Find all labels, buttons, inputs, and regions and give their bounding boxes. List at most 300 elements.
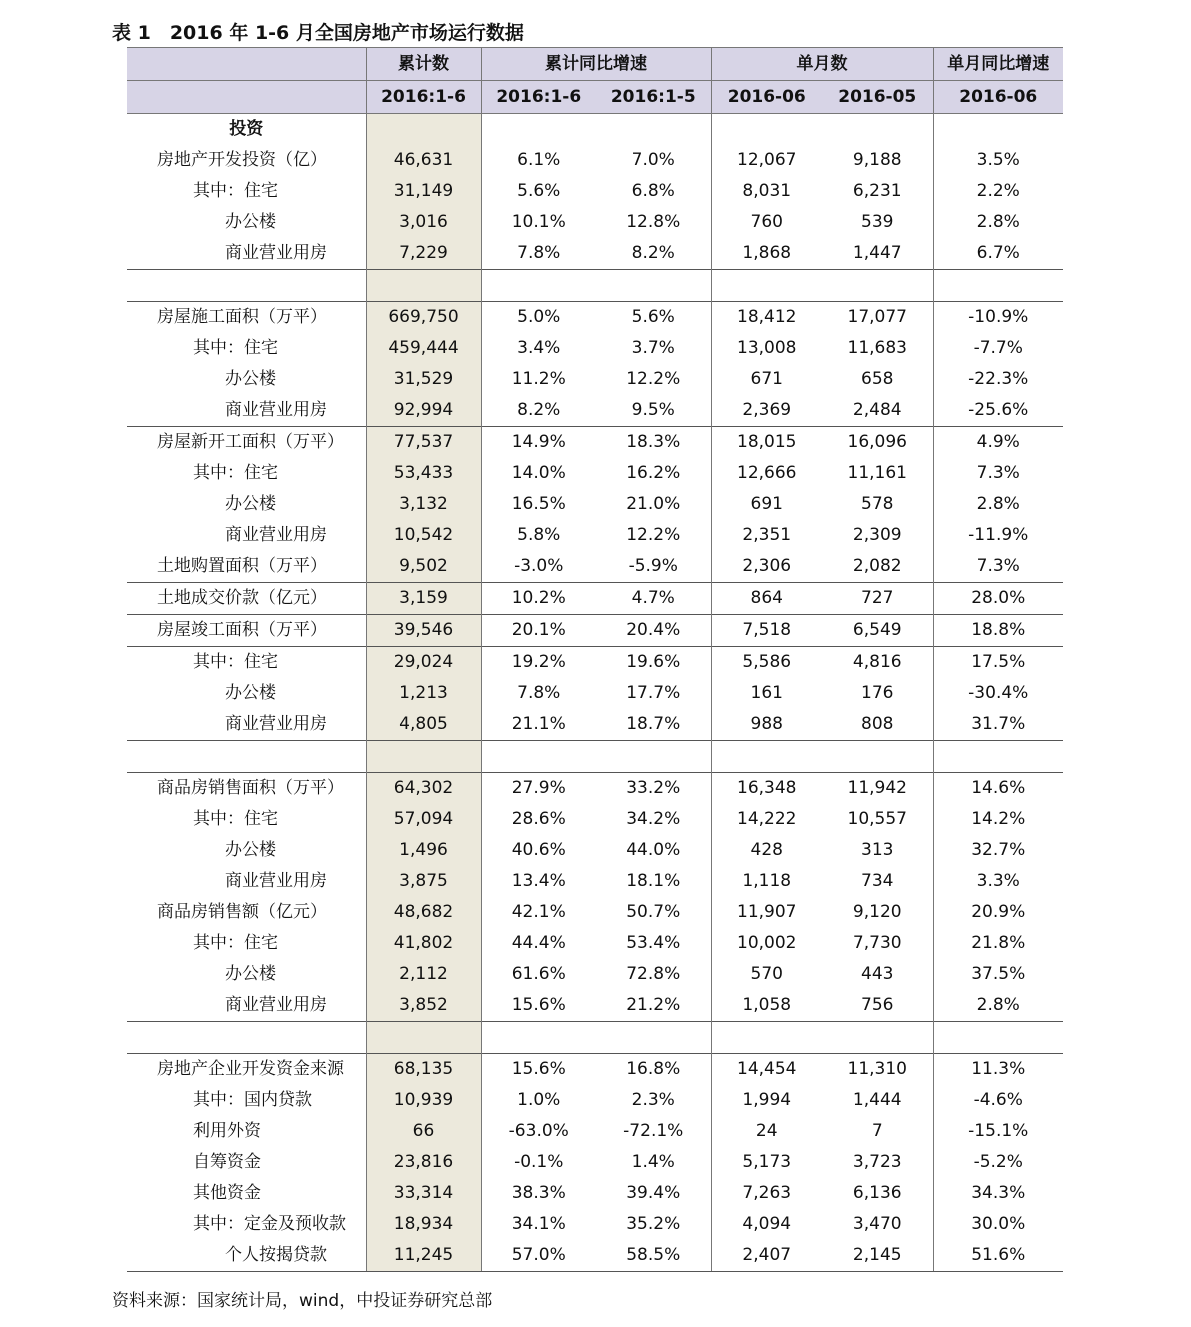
cell-value: 31,149	[366, 176, 481, 207]
cell-value: 4.9%	[933, 427, 1063, 459]
cell-value: 18,015	[711, 427, 822, 459]
cell-value: -7.7%	[973, 338, 1023, 358]
cell-value: 161	[750, 683, 783, 703]
cell-value: 19.2%	[481, 647, 596, 679]
cell-value	[933, 741, 1063, 773]
row-label: 房地产企业开发资金来源	[127, 1054, 366, 1086]
row-label: 其中：住宅	[193, 463, 278, 483]
cell-value: 8.2%	[596, 238, 711, 270]
cell-value: 14,222	[737, 809, 797, 829]
cell-value: 7.8%	[517, 243, 561, 263]
cell-value	[596, 270, 711, 302]
row-label: 其中：住宅	[193, 181, 278, 201]
cell-value: 864	[711, 583, 822, 615]
cell-value: 5.6%	[596, 302, 711, 334]
cell-value: 13,008	[737, 338, 797, 358]
table-row	[127, 1054, 1063, 1086]
table-row	[127, 1209, 1063, 1240]
cell-value: 313	[822, 835, 933, 866]
cell-value: 671	[750, 369, 783, 389]
table-row	[127, 551, 1063, 583]
cell-value: 33.2%	[596, 773, 711, 805]
cell-value: -0.1%	[514, 1152, 564, 1172]
cell-value: 3,470	[822, 1209, 933, 1240]
table-row	[127, 145, 1063, 176]
cell-value: 4,816	[822, 647, 933, 679]
table-row	[127, 427, 1063, 459]
table-row	[127, 990, 1063, 1022]
cell-value: 1,444	[822, 1085, 933, 1116]
header-group-cumulative-yoy: 累计同比增速	[481, 48, 711, 81]
cell-value: 2,112	[366, 959, 481, 990]
cell-value	[481, 1022, 596, 1054]
cell-value: 3,852	[366, 990, 481, 1022]
header-corner	[127, 81, 366, 114]
cell-value: 11,161	[822, 458, 933, 489]
cell-value: 32.7%	[971, 840, 1026, 860]
row-label	[127, 270, 366, 302]
cell-value: 9,120	[822, 897, 933, 928]
cell-value: 57.0%	[481, 1240, 596, 1272]
cell-value: 12.8%	[596, 207, 711, 238]
cell-value	[822, 1022, 933, 1054]
table-row	[127, 928, 1063, 959]
cell-value: 578	[822, 489, 933, 520]
cell-value: 443	[822, 959, 933, 990]
row-label: 房地产开发投资（亿）	[157, 150, 327, 170]
cell-value: 6.7%	[976, 243, 1020, 263]
table-row	[127, 207, 1063, 238]
cell-value: 33,314	[366, 1178, 481, 1209]
cell-value: 19.6%	[596, 647, 711, 679]
table-row	[127, 333, 1063, 364]
data-table	[127, 47, 1063, 1272]
cell-value: 10,542	[366, 520, 481, 551]
cell-value: 23,816	[366, 1147, 481, 1178]
cell-value: 176	[822, 678, 933, 709]
cell-value: 7.8%	[517, 683, 561, 703]
cell-value: 15.6%	[481, 1054, 596, 1086]
cell-value: 3.7%	[596, 333, 711, 364]
cell-value: 13.4%	[511, 871, 566, 891]
cell-value: 28.6%	[511, 809, 566, 829]
cell-value: 4,805	[366, 709, 481, 741]
cell-value	[711, 270, 822, 302]
cell-value: 51.6%	[933, 1240, 1063, 1272]
table-row	[127, 773, 1063, 805]
cell-value	[366, 741, 481, 773]
cell-value: 16,348	[711, 773, 822, 805]
cell-value: 4,094	[742, 1214, 792, 1234]
cell-value: 10,557	[822, 804, 933, 835]
row-label	[127, 1022, 366, 1054]
cell-value: 1,213	[366, 678, 481, 709]
cell-value: 15.6%	[511, 995, 566, 1015]
cell-value	[822, 114, 933, 146]
table-row	[127, 1178, 1063, 1209]
cell-value: 2,351	[742, 525, 792, 545]
cell-value: 29,024	[366, 647, 481, 679]
cell-value: 18.1%	[596, 866, 711, 897]
cell-value: 44.4%	[511, 933, 566, 953]
cell-value: 18.7%	[596, 709, 711, 741]
cell-value: 6,136	[822, 1178, 933, 1209]
cell-value: 7.3%	[976, 463, 1020, 483]
table-row	[127, 866, 1063, 897]
cell-value: 9,502	[366, 551, 481, 583]
header-period: 2016-05	[822, 81, 933, 114]
row-label: 商品房销售面积（万平）	[127, 773, 366, 805]
cell-value: 2,309	[822, 520, 933, 551]
cell-value: 1.0%	[517, 1090, 561, 1110]
cell-value: 39.4%	[596, 1178, 711, 1209]
cell-value	[933, 270, 1063, 302]
table-row	[127, 270, 1063, 302]
cell-value: 64,302	[366, 773, 481, 805]
cell-value: 17.5%	[933, 647, 1063, 679]
cell-value: 14.0%	[511, 463, 566, 483]
table-row	[127, 678, 1063, 709]
cell-value: 18,934	[366, 1209, 481, 1240]
cell-value: 18.8%	[933, 615, 1063, 647]
row-label: 土地成交价款（亿元）	[127, 583, 366, 615]
cell-value: 6,231	[822, 176, 933, 207]
cell-value: 2.2%	[976, 181, 1020, 201]
cell-value: 11,683	[822, 333, 933, 364]
cell-value: 16,096	[822, 427, 933, 459]
cell-value: 10,939	[366, 1085, 481, 1116]
header-period: 2016:1-5	[596, 81, 711, 114]
cell-value: 1,447	[822, 238, 933, 270]
table-row	[127, 647, 1063, 679]
cell-value: 30.0%	[971, 1214, 1026, 1234]
cell-value: 34.1%	[511, 1214, 566, 1234]
cell-value: 5.0%	[481, 302, 596, 334]
header-row-groups	[127, 48, 1063, 81]
table-row	[127, 458, 1063, 489]
cell-value: 5,173	[742, 1152, 792, 1172]
row-label: 房屋新开工面积（万平）	[127, 427, 366, 459]
cell-value: 756	[822, 990, 933, 1022]
table-row	[127, 1022, 1063, 1054]
table-row	[127, 1240, 1063, 1272]
cell-value: 1.4%	[596, 1147, 711, 1178]
cell-value: 14.2%	[971, 809, 1026, 829]
cell-value: 8.2%	[517, 400, 561, 420]
cell-value: 41,802	[366, 928, 481, 959]
cell-value: 12,666	[737, 463, 797, 483]
header-period: 2016-06	[711, 81, 822, 114]
cell-value: 669,750	[366, 302, 481, 334]
cell-value	[366, 114, 481, 146]
row-label: 其中：住宅	[193, 933, 278, 953]
cell-value: 72.8%	[596, 959, 711, 990]
cell-value: 2,082	[822, 551, 933, 583]
table-row	[127, 238, 1063, 270]
cell-value: 35.2%	[596, 1209, 711, 1240]
cell-value	[481, 270, 596, 302]
cell-value: 18.3%	[596, 427, 711, 459]
header-group-monthly-yoy: 单月同比增速	[933, 48, 1063, 81]
cell-value: 808	[822, 709, 933, 741]
row-label: 利用外资	[193, 1121, 261, 1141]
cell-value: 50.7%	[596, 897, 711, 928]
cell-value: 570	[750, 964, 783, 984]
cell-value: 2.3%	[596, 1085, 711, 1116]
cell-value: 44.0%	[596, 835, 711, 866]
cell-value: 77,537	[366, 427, 481, 459]
cell-value: 53.4%	[596, 928, 711, 959]
cell-value: -63.0%	[508, 1121, 569, 1141]
header-period: 2016-06	[933, 81, 1063, 114]
cell-value: 53,433	[366, 458, 481, 489]
cell-value: 37.5%	[971, 964, 1026, 984]
cell-value: 11.2%	[511, 369, 566, 389]
cell-value: 57,094	[366, 804, 481, 835]
header-period: 2016:1-6	[366, 81, 481, 114]
cell-value: 1,118	[742, 871, 792, 891]
table-row	[127, 302, 1063, 334]
cell-value: 1,994	[742, 1090, 792, 1110]
cell-value: 28.0%	[933, 583, 1063, 615]
table-row	[127, 835, 1063, 866]
cell-value: 760	[750, 212, 783, 232]
table-row	[127, 959, 1063, 990]
cell-value: -11.9%	[968, 525, 1029, 545]
cell-value: 66	[366, 1116, 481, 1147]
cell-value: 16.5%	[511, 494, 566, 514]
cell-value: 20.4%	[596, 615, 711, 647]
cell-value: 9.5%	[596, 395, 711, 427]
cell-value: 27.9%	[481, 773, 596, 805]
cell-value: 17.7%	[596, 678, 711, 709]
cell-value: 61.6%	[511, 964, 566, 984]
table-row	[127, 1085, 1063, 1116]
cell-value: 6.8%	[596, 176, 711, 207]
table-row	[127, 520, 1063, 551]
table-row	[127, 709, 1063, 741]
cell-value: 1,058	[742, 995, 792, 1015]
cell-value: 7,730	[822, 928, 933, 959]
row-label: 商业营业用房	[225, 714, 327, 734]
cell-value: 12.2%	[596, 520, 711, 551]
cell-value: 12.2%	[596, 364, 711, 395]
table-row	[127, 741, 1063, 773]
cell-value: 4.7%	[596, 583, 711, 615]
cell-value	[481, 741, 596, 773]
cell-value: 92,994	[366, 395, 481, 427]
cell-value: 18,412	[711, 302, 822, 334]
cell-value: -72.1%	[596, 1116, 711, 1147]
cell-value: 24	[755, 1121, 778, 1141]
cell-value: 10.1%	[511, 212, 566, 232]
cell-value: 40.6%	[511, 840, 566, 860]
cell-value: 539	[822, 207, 933, 238]
cell-value: -30.4%	[968, 683, 1029, 703]
cell-value: 734	[822, 866, 933, 897]
cell-value: 11,310	[822, 1054, 933, 1086]
cell-value: -5.2%	[973, 1152, 1023, 1172]
row-label: 办公楼	[225, 683, 276, 703]
cell-value	[596, 1022, 711, 1054]
cell-value: 727	[822, 583, 933, 615]
cell-value: 42.1%	[511, 902, 566, 922]
cell-value: 12,067	[737, 150, 797, 170]
cell-value: 31.7%	[971, 714, 1026, 734]
cell-value: 3.5%	[976, 150, 1020, 170]
table-row	[127, 615, 1063, 647]
cell-value: 2.8%	[976, 212, 1020, 232]
cell-value: 38.3%	[511, 1183, 566, 1203]
cell-value: 34.2%	[596, 804, 711, 835]
row-label: 办公楼	[225, 212, 276, 232]
row-label: 商业营业用房	[225, 400, 327, 420]
cell-value: 2,145	[822, 1240, 933, 1272]
cell-value	[366, 270, 481, 302]
cell-value	[822, 270, 933, 302]
row-label: 其中：住宅	[127, 647, 366, 679]
row-label: 其中：住宅	[193, 809, 278, 829]
cell-value: -3.0%	[514, 556, 564, 576]
cell-value: 39,546	[366, 615, 481, 647]
cell-value: 428	[750, 840, 783, 860]
cell-value: 20.9%	[971, 902, 1026, 922]
cell-value: 2,484	[822, 395, 933, 427]
table-row	[127, 897, 1063, 928]
cell-value: -25.6%	[968, 400, 1029, 420]
cell-value: 9,188	[822, 145, 933, 176]
row-label: 商业营业用房	[225, 995, 327, 1015]
cell-value: 14,454	[711, 1054, 822, 1086]
cell-value: 5,586	[711, 647, 822, 679]
table-row	[127, 489, 1063, 520]
cell-value: 7	[822, 1116, 933, 1147]
table-row	[127, 583, 1063, 615]
cell-value: 6.1%	[517, 150, 561, 170]
row-label: 其中：国内贷款	[193, 1090, 312, 1110]
cell-value	[481, 114, 596, 146]
cell-value: 3,132	[366, 489, 481, 520]
cell-value: 2.8%	[976, 494, 1020, 514]
cell-value: 21.8%	[971, 933, 1026, 953]
cell-value: 21.1%	[511, 714, 566, 734]
row-label: 投资	[127, 114, 366, 146]
source-note: 资料来源：国家统计局，wind，中投证券研究总部	[112, 1291, 493, 1311]
cell-value: 8,031	[742, 181, 792, 201]
table-row	[127, 1147, 1063, 1178]
cell-value: 17,077	[822, 302, 933, 334]
cell-value	[366, 1022, 481, 1054]
row-label: 其中：定金及预收款	[193, 1214, 346, 1234]
row-label: 办公楼	[225, 840, 276, 860]
cell-value	[933, 1022, 1063, 1054]
table-row	[127, 176, 1063, 207]
cell-value: 48,682	[366, 897, 481, 928]
header-period: 2016:1-6	[481, 81, 596, 114]
cell-value: 691	[750, 494, 783, 514]
row-label: 其他资金	[193, 1183, 261, 1203]
header-group-cumulative: 累计数	[366, 48, 481, 81]
cell-value: 459,444	[366, 333, 481, 364]
cell-value: 11,942	[822, 773, 933, 805]
table-row	[127, 364, 1063, 395]
cell-value: 31,529	[366, 364, 481, 395]
row-label: 商业营业用房	[225, 525, 327, 545]
cell-value: -10.9%	[933, 302, 1063, 334]
cell-value: 16.8%	[596, 1054, 711, 1086]
cell-value: 3,159	[366, 583, 481, 615]
cell-value	[933, 114, 1063, 146]
cell-value: 10,002	[737, 933, 797, 953]
cell-value: 6,549	[822, 615, 933, 647]
cell-value: 3.3%	[976, 871, 1020, 891]
cell-value: 7,263	[742, 1183, 792, 1203]
row-label: 房屋施工面积（万平）	[127, 302, 366, 334]
cell-value: 11.3%	[933, 1054, 1063, 1086]
cell-value: 1,496	[366, 835, 481, 866]
cell-value: 46,631	[366, 145, 481, 176]
row-label: 办公楼	[225, 494, 276, 514]
table-row	[127, 1116, 1063, 1147]
cell-value: 2,407	[711, 1240, 822, 1272]
cell-value	[711, 741, 822, 773]
row-label: 办公楼	[225, 369, 276, 389]
cell-value: 2,306	[742, 556, 792, 576]
cell-value: 3.4%	[517, 338, 561, 358]
cell-value: 7.3%	[976, 556, 1020, 576]
cell-value: 5.8%	[517, 525, 561, 545]
cell-value: 16.2%	[596, 458, 711, 489]
cell-value: 10.2%	[481, 583, 596, 615]
row-label: 房屋竣工面积（万平）	[127, 615, 366, 647]
row-label: 商品房销售额（亿元）	[157, 902, 327, 922]
cell-value: -5.9%	[596, 551, 711, 583]
cell-value: -22.3%	[968, 369, 1029, 389]
row-label: 办公楼	[225, 964, 276, 984]
cell-value: -4.6%	[973, 1090, 1023, 1110]
cell-value: 1,868	[742, 243, 792, 263]
cell-value: 21.0%	[596, 489, 711, 520]
cell-value: 14.9%	[481, 427, 596, 459]
header-group-monthly: 单月数	[711, 48, 933, 81]
table-row	[127, 114, 1063, 146]
row-label: 商业营业用房	[225, 871, 327, 891]
table-row	[127, 395, 1063, 427]
header-row-periods	[127, 81, 1063, 114]
cell-value: 7,229	[366, 238, 481, 270]
cell-value: 34.3%	[971, 1183, 1026, 1203]
cell-value: 2,369	[742, 400, 792, 420]
cell-value: 7,518	[711, 615, 822, 647]
cell-value	[596, 114, 711, 146]
cell-value: 11,245	[366, 1240, 481, 1272]
cell-value: 3,016	[366, 207, 481, 238]
cell-value: 2.8%	[976, 995, 1020, 1015]
cell-value: 21.2%	[596, 990, 711, 1022]
row-label: 土地购置面积（万平）	[157, 556, 327, 576]
cell-value: 58.5%	[596, 1240, 711, 1272]
cell-value: 68,135	[366, 1054, 481, 1086]
cell-value: -15.1%	[968, 1121, 1029, 1141]
cell-value: 3,723	[822, 1147, 933, 1178]
cell-value: 14.6%	[933, 773, 1063, 805]
cell-value: 3,875	[366, 866, 481, 897]
cell-value	[711, 114, 822, 146]
cell-value: 5.6%	[517, 181, 561, 201]
row-label	[127, 741, 366, 773]
cell-value: 11,907	[737, 902, 797, 922]
row-label: 自筹资金	[193, 1152, 261, 1172]
